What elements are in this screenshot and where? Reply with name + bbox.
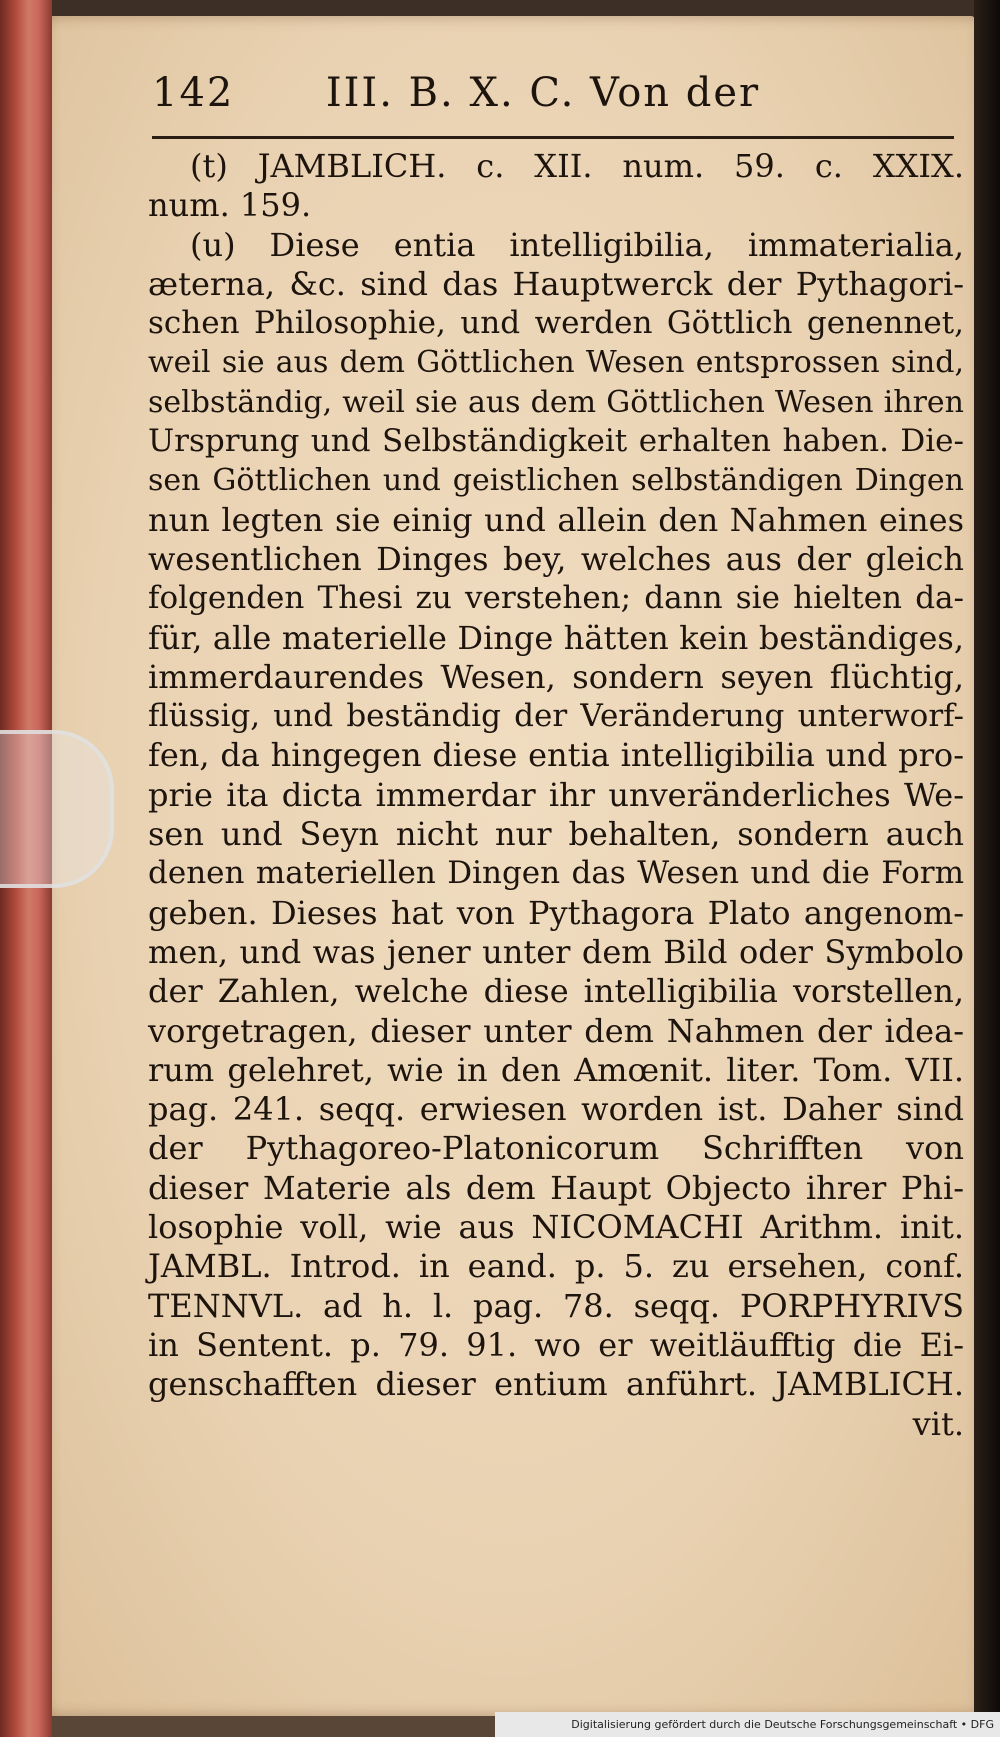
text-line: sen Göttlichen und geistlichen selbständigen Dingen [148, 463, 964, 499]
text-line: prie ita dicta immerdar ihr unveränderliches We- [148, 775, 964, 814]
text-line: æterna, &c. sind das Hauptwerck der Pythagori- [148, 264, 964, 303]
page-number: 142 [152, 70, 235, 116]
text-line: men, und was jener unter dem Bild oder Symbolo [148, 932, 964, 971]
text-line: flüssig, und beständig der Veränderung unterworf- [148, 698, 964, 735]
page-text [148, 70, 964, 1444]
text-line: weil sie aus dem Göttlichen Wesen entsprossen sind, [148, 345, 964, 381]
text-line: TENNVL. ad h. l. pag. 78. seqq. PORPHYRIVS [148, 1286, 964, 1325]
text-line: für, alle materielle Dinge hätten kein beständiges, [148, 618, 964, 657]
text-line: wesentlichen Dinges bey, welches aus der gleich [148, 539, 964, 578]
text-line: selbständig, weil sie aus dem Göttlichen Wesen ihren [148, 384, 964, 420]
text-line: schen Philosophie, und werden Göttlich genennet, [148, 305, 964, 342]
text-line: num. 159. [148, 186, 312, 225]
running-header [152, 70, 954, 139]
text-line: Ursprung und Selbständigkeit erhalten haben. Die- [148, 423, 964, 460]
text-line: in Sentent. p. 79. 91. wo er weitläufftig die Ei- [148, 1325, 964, 1364]
text-line: denen materiellen Dingen das Wesen und die Form [148, 855, 964, 892]
text-line: vorgetragen, dieser unter dem Nahmen der idea- [148, 1011, 964, 1050]
text-line: (t) JAMBLICH. c. XII. num. 59. c. XXIX. [190, 147, 964, 185]
text-line: der Pythagoreo-Platonicorum Schrifften von [148, 1129, 964, 1168]
text-line: geben. Dieses hat von Pythagora Plato angenom- [148, 893, 964, 932]
catchword: vit. [912, 1404, 964, 1443]
text-line: losophie voll, wie aus NICOMACHI Arithm. init. [148, 1208, 964, 1247]
text-line: genschafften dieser entium anführt. JAMBLICH. [148, 1365, 964, 1404]
book-spine [974, 0, 1000, 1737]
text-line: immerdaurendes Wesen, sondern seyen flüchtig, [148, 657, 964, 696]
text-line: dieser Materie als dem Haupt Objecto ihrer Phi- [148, 1168, 964, 1207]
text-line: fen, da hingegen diese entia intelligibilia und pro- [148, 736, 964, 775]
text-line: pag. 241. seqq. erwiesen worden ist. Daher sind [148, 1090, 964, 1129]
text-line: folgenden Thesi zu verstehen; dann sie hielten da- [148, 580, 964, 617]
running-head-title: III. B. X. C. Von der [325, 70, 761, 116]
text-line: rum gelehret, wie in den Amœnit. liter. Tom. VII. [148, 1050, 964, 1089]
text-line: der Zahlen, welche diese intelligibilia vorstellen, [148, 972, 964, 1011]
text-line: sen und Seyn nicht nur behalten, sondern auch [148, 815, 964, 854]
text-line: nun legten sie einig und allein den Nahmen eines [148, 500, 964, 539]
digitization-credit: Digitalisierung gefördert durch die Deutsche Forschungsgemeinschaft • DFG [495, 1712, 1000, 1737]
text-line: JAMBL. Introd. in eand. p. 5. zu ersehen, conf. [148, 1247, 964, 1286]
text-line: (u) Diese entia intelligibilia, immaterialia, [190, 225, 964, 264]
page-clip [0, 730, 114, 888]
